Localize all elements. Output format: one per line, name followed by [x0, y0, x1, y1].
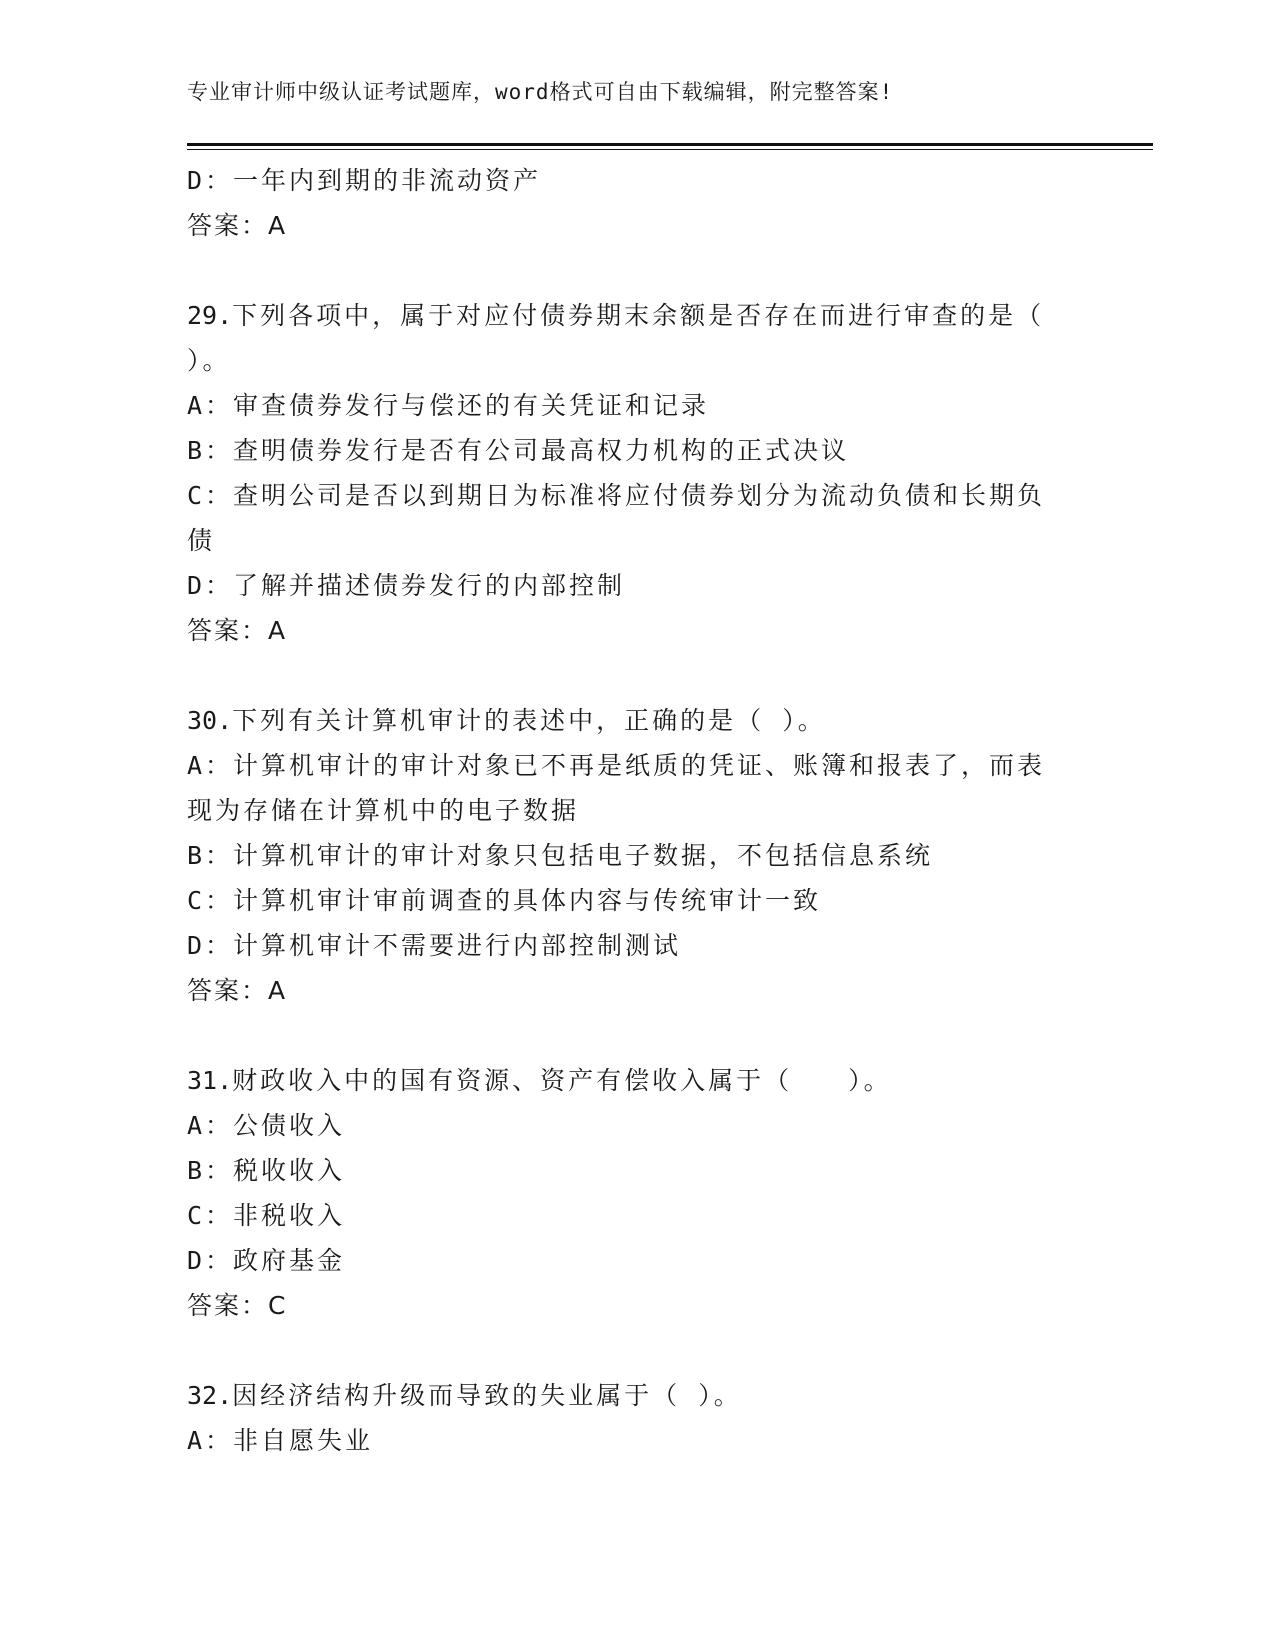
question-text: 下列有关计算机审计的表述中，正确的是（ ）。 [232, 706, 826, 735]
option-a: A：公债收入 [187, 1111, 346, 1140]
option-c-cont: 债 [187, 526, 216, 555]
question-text: 下列各项中，属于对应付债券期末余额是否存在而进行审查的是（ [232, 301, 1045, 330]
question-content [187, 158, 1087, 1463]
question-text: 因经济结构升级而导致的失业属于（ ）。 [232, 1381, 742, 1410]
spacer [187, 1328, 1087, 1373]
option-b: B：查明债券发行是否有公司最高权力机构的正式决议 [187, 436, 850, 465]
option-c: C：非税收入 [187, 1201, 346, 1230]
question-32-stem [187, 1373, 1087, 1418]
option-a: A：非自愿失业 [187, 1426, 374, 1455]
answer-line: 答案：A [187, 616, 288, 645]
option-a-cont: 现为存储在计算机中的电子数据 [187, 796, 580, 825]
question-number: 29. [187, 301, 233, 330]
question-29-stem-cont: ）。 [187, 346, 231, 375]
option-b: B：税收收入 [187, 1156, 346, 1185]
option-d: D：计算机审计不需要进行内部控制测试 [187, 931, 682, 960]
question-text: 财政收入中的国有资源、资产有偿收入属于（ ）。 [232, 1066, 892, 1095]
spacer [187, 248, 1087, 293]
option-c: C：计算机审计审前调查的具体内容与传统审计一致 [187, 886, 822, 915]
option-d: D：一年内到期的非流动资产 [187, 166, 542, 195]
option-d: D：政府基金 [187, 1246, 346, 1275]
option-a: A：审查债券发行与偿还的有关凭证和记录 [187, 391, 710, 420]
option-a: A：计算机审计的审计对象已不再是纸质的凭证、账簿和报表了，而表 [187, 751, 1046, 780]
page-header: 专业审计师中级认证考试题库，word格式可自由下载编辑，附完整答案! [187, 80, 894, 104]
spacer [187, 1013, 1087, 1058]
header-rule-thick [187, 143, 1153, 146]
question-29-stem [187, 293, 1087, 338]
answer-line: 答案：A [187, 976, 288, 1005]
option-b: B：计算机审计的审计对象只包括电子数据，不包括信息系统 [187, 841, 934, 870]
question-30-stem [187, 698, 1087, 743]
question-number: 30. [187, 706, 233, 735]
option-c: C：查明公司是否以到期日为标准将应付债券划分为流动负债和长期负 [187, 481, 1046, 510]
answer-line: 答案：C [187, 1291, 288, 1320]
option-d: D：了解并描述债券发行的内部控制 [187, 571, 626, 600]
question-number: 32. [187, 1381, 233, 1410]
answer-line: 答案：A [187, 211, 288, 240]
header-rule-thin [187, 149, 1153, 150]
question-number: 31. [187, 1066, 233, 1095]
spacer [187, 653, 1087, 698]
question-31-stem [187, 1058, 1087, 1103]
